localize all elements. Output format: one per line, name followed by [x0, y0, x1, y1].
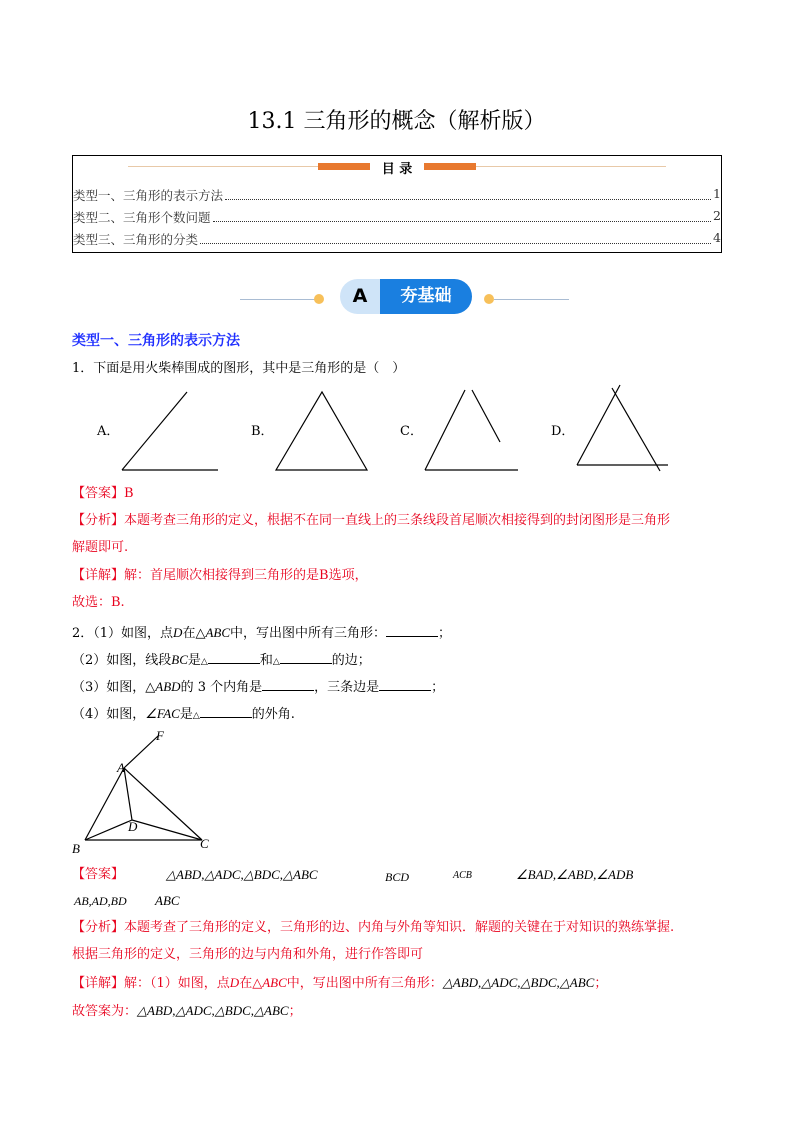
- answer-3: ACB: [453, 870, 472, 881]
- banner-label: 夯基础: [380, 279, 472, 314]
- option-c-label: C．: [400, 424, 423, 439]
- answer-4: ∠BAD,∠ABD,∠ADB: [516, 867, 634, 882]
- detail-text: 解：首尾顺次相接得到三角形的是B选项，: [124, 568, 368, 583]
- analysis-text-cont: 根据三角形的定义，三角形的边与内角和外角，进行作答即可: [72, 947, 424, 962]
- answer-blank[interactable]: [280, 651, 332, 664]
- analysis-tag: 【分析】: [72, 513, 125, 528]
- option-b-label: B．: [251, 424, 274, 439]
- toc-item-page: 2: [713, 208, 721, 223]
- answer-2: BCD: [385, 870, 409, 884]
- answer-5: AB,AD,BD: [74, 894, 127, 908]
- toc-heading: 目 录: [370, 158, 424, 177]
- answer-1: △ABD,△ADC,△BDC,△ABC: [166, 867, 318, 882]
- answer-blank[interactable]: [379, 678, 431, 691]
- point-b-label: B: [72, 841, 80, 856]
- point-f-label: F: [156, 728, 164, 743]
- answer-blank[interactable]: [200, 705, 252, 718]
- final-answer-line: 故答案为：△ABD,△ADC,△BDC,△ABC；: [72, 1003, 302, 1019]
- toc-item-label: 类型一、三角形的表示方法: [73, 188, 224, 203]
- analysis-tag: 【分析】: [72, 920, 125, 935]
- point-a-label: A: [117, 760, 125, 775]
- section-heading: 类型一、三角形的表示方法: [72, 333, 240, 349]
- figure-d: [577, 385, 668, 471]
- toc-item-page: 1: [713, 186, 721, 201]
- question-2-part-3: （3）如图，△ABD的 3 个内角是 ，三条边是 ；: [72, 679, 445, 695]
- toc-item-page: 4: [713, 230, 721, 245]
- answer-6: ABC: [155, 893, 180, 908]
- answer-tag: 【答案】: [72, 486, 125, 501]
- question-2-part-1: 2．（1）如图，点D在△ABC中，写出图中所有三角形： ；: [72, 625, 452, 641]
- answer-value: B: [124, 486, 134, 501]
- question-1-stem: 1．下面是用火柴棒围成的图形，其中是三角形的是（ ）: [72, 361, 406, 376]
- choice-text: 故选：B.: [72, 595, 125, 610]
- toc-item-label: 类型三、三角形的分类: [73, 232, 199, 247]
- point-c-label: C: [200, 836, 209, 851]
- question-2-part-4: （4）如图，∠FAC是△ 的外角.: [72, 706, 295, 722]
- question-2-part-2: （2）如图，线段BC是△ 和△ 的边；: [72, 652, 371, 668]
- figure-c: [425, 390, 518, 470]
- answer-blank[interactable]: [262, 678, 314, 691]
- detail-line: 【详解】解：（1）如图，点D在△ABC中，写出图中所有三角形：△ABD,△ADC,△BDC,△ABC；: [72, 975, 608, 991]
- figure-b: [276, 392, 367, 470]
- banner-letter: A: [340, 279, 380, 314]
- toc-item-label: 类型二、三角形个数问题: [73, 210, 211, 225]
- page-title: 13.1 三角形的概念（解析版）: [247, 109, 546, 134]
- figure-a: [122, 392, 218, 470]
- analysis-text: 本题考查了三角形的定义，三角形的边、内角与外角等知识．解题的关键在于对知识的熟练掌握.: [124, 920, 675, 935]
- analysis-text: 本题考查三角形的定义，根据不在同一直线上的三条线段首尾顺次相接得到的封闭图形是三角形: [124, 513, 671, 528]
- option-a-label: A．: [97, 424, 120, 439]
- detail-tag: 【详解】: [72, 568, 125, 583]
- geometry-figure: [85, 736, 202, 840]
- answer-blank[interactable]: [386, 624, 438, 637]
- answer-blank[interactable]: [208, 651, 260, 664]
- point-d-label: D: [128, 819, 138, 834]
- answer-tag: 【答案】: [72, 867, 125, 882]
- option-d-label: D．: [551, 424, 575, 439]
- analysis-text-cont: 解题即可.: [72, 540, 129, 555]
